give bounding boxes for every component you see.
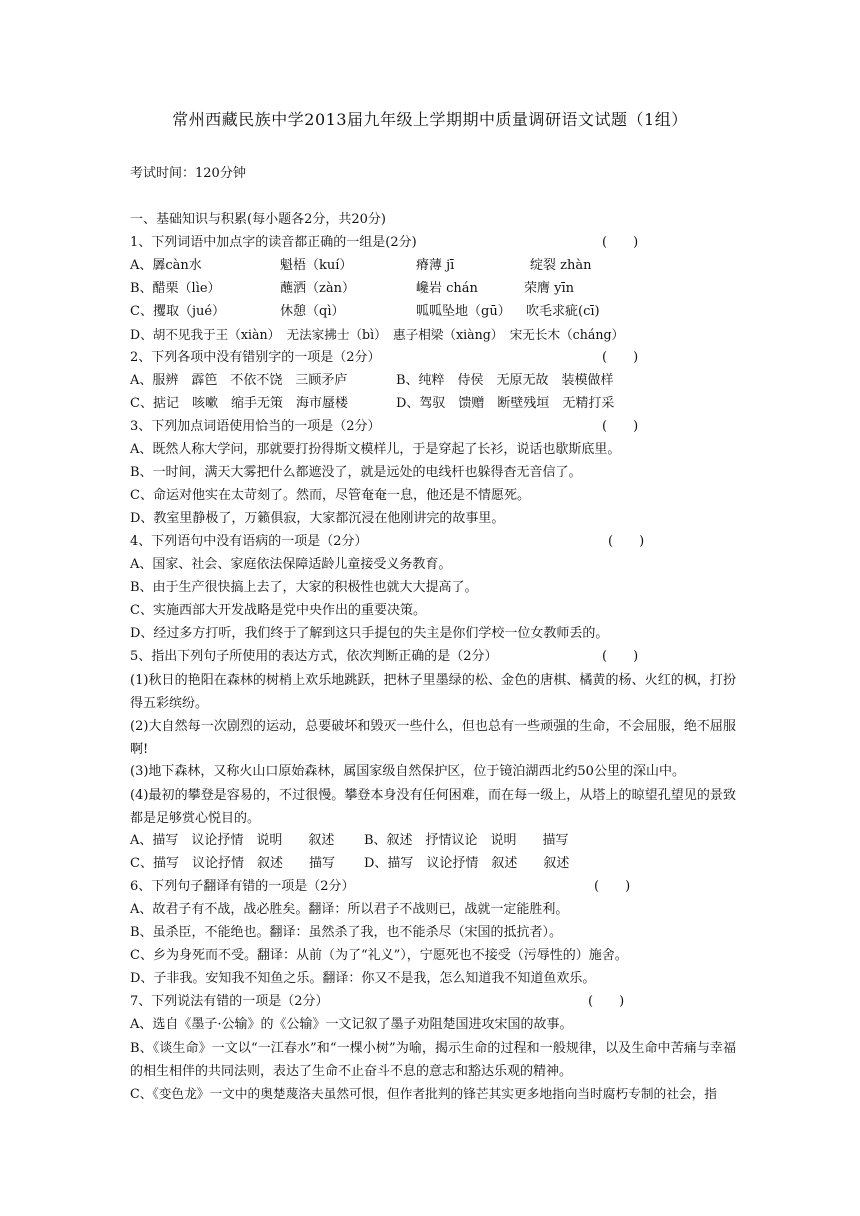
q4-option-b: B、由于生产很快搞上去了，大家的积极性也就大大提高了。: [130, 580, 478, 595]
question-2-stem: 2、下列各项中没有错别字的一项是（2分）: [130, 350, 381, 365]
q5-option-c: C、描写 议论抒情 叙述 描写: [130, 856, 335, 871]
q1-option-b-1: B、醋栗（lìe）: [130, 281, 221, 296]
answer-blank: ( ): [588, 994, 625, 1009]
answer-blank: ( ): [602, 350, 639, 365]
q5-option-d: D、描写 议论抒情 叙述 叙述: [364, 856, 570, 871]
question-3-stem: 3、下列加点词语使用恰当的一项是（2分）: [130, 419, 381, 434]
q1-option-b-2: 蘸洒（zàn）: [280, 281, 355, 296]
q4-option-c: C、实施西部大开发战略是党中央作出的重要决策。: [130, 603, 426, 618]
q1-option-c-2: 休憩（qì）: [280, 304, 345, 319]
q5-option-b: B、叙述 抒情议论 说明 描写: [364, 833, 569, 848]
q5-sentence-1: (1)秋日的艳阳在森林的树梢上欢乐地跳跃，把林子里墨绿的松、金色的唐棋、橘黄的杨、火红的枫，打扮得五彩缤纷。: [130, 673, 736, 711]
question-7-stem: 7、下列说法有错的一项是（2分）: [130, 994, 329, 1009]
q3-option-c: C、命运对他实在太苛刻了。然而，尽管奄奄一息，他还是不情愿死。: [130, 488, 530, 503]
q6-option-c: C、乡为身死而不受。翻译：从前（为了“礼义”），宁愿死也不接受（污辱性的）施舍。: [130, 948, 628, 963]
q6-option-d: D、子非我。安知我不知鱼之乐。翻译：你又不是我，怎么知道我不知道鱼欢乐。: [130, 971, 596, 986]
question-1-stem: 1、下列词语中加点字的读音都正确的一组是(2分): [130, 235, 417, 250]
q2-option-d: D、驾驭 馈赠 断壁残垣 无精打采: [396, 396, 615, 411]
q1-option-c-4: 吹毛求疵(cī): [526, 304, 600, 319]
q6-option-a: A、故君子有不战，战必胜矣。翻译：所以君子不战则已，战就一定能胜利。: [130, 902, 569, 917]
q3-option-d: D、教室里静极了，万籁俱寂，大家都沉浸在他刚讲完的故事里。: [130, 511, 505, 526]
q1-option-b-4: 荣膺 yīn: [524, 281, 575, 296]
answer-blank: ( ): [602, 649, 639, 664]
q5-sentence-2: (2)大自然每一次剧烈的运动，总要破坏和毁灭一些什么，但也总有一些顽强的生命，不会屈服，绝不屈服啊!: [130, 719, 736, 757]
question-6-stem: 6、下列句子翻译有错的一项是（2分）: [130, 879, 355, 894]
q2-option-b: B、纯粹 侍侯 无原无故 装模做样: [396, 373, 614, 388]
q1-option-a-2: 魁梧（kuí）: [280, 258, 353, 273]
q5-sentence-4: (4)最初的攀登是容易的，不过很慢。攀登本身没有任何困难，而在每一级上，从塔上的晾望孔望见的景致都是足够赏心悦目的。: [130, 788, 736, 826]
q3-option-a: A、既然人称大学问，那就要打扮得斯文模样儿，于是穿起了长衫，说话也歇斯底里。: [130, 442, 621, 457]
question-5-stem: 5、指出下列句子所使用的表达方式，依次判断正确的是（2分）: [130, 649, 498, 664]
q1-option-a-1: A、羼càn水: [130, 258, 202, 273]
q1-option-a-3: 瘠薄 jī: [416, 258, 455, 273]
q2-option-c: C、掂记 咳嗽 缩手无策 海市蜃楼: [130, 396, 348, 411]
exam-time: 考试时间：120分钟: [130, 166, 246, 181]
q6-option-b: B、虽杀臣，不能绝也。翻译：虽然杀了我，也不能杀尽（宋国的抵抗者）。: [130, 925, 563, 940]
q5-option-a: A、描写 议论抒情 说明 叙述: [130, 833, 335, 848]
q1-option-a-4: 绽裂 zhàn: [530, 258, 592, 273]
q1-option-c-1: C、攫取（jué）: [130, 304, 226, 319]
q7-option-a: A、选自《墨子·公输》的《公输》一文记叙了墨子劝阻楚国进攻宋国的故事。: [130, 1017, 573, 1032]
q1-option-d: D、胡不见我于王（xiàn） 无法家拂士（bì） 惠子相梁（xiàng） 宋无长木（cháng）: [130, 327, 625, 342]
q4-option-a: A、国家、社会、家庭依法保障适龄儿童接受义务教育。: [130, 557, 452, 572]
q7-option-b: B、《谈生命》一文以“一江春水”和“一棵小树”为喻，揭示生命的过程和一般规律，以及生命中苦痛与幸福的相生相伴的共同法则，表达了生命不止奋斗不息的意志和豁达乐观的精神。: [130, 1041, 736, 1079]
question-4-stem: 4、下列语句中没有语病的一项是（2分）: [130, 534, 368, 549]
section-heading: 一、基础知识与积累(每小题各2分，共20分): [130, 212, 386, 227]
answer-blank: ( ): [602, 235, 639, 250]
q4-option-d: D、经过多方打听，我们终于了解到这只手提包的失主是你们学校一位女教师丢的。: [130, 626, 609, 641]
q3-option-b: B、一时间，满天大雾把什么都遮没了，就是远处的电线杆也躲得杳无音信了。: [130, 465, 582, 480]
q1-option-c-3: 呱呱坠地（gū）: [416, 304, 511, 319]
page-title: 常州西藏民族中学2013届九年级上学期期中质量调研语文试题（1组）: [172, 110, 688, 129]
q7-option-c: C、《变色龙》一文中的奥楚蔑洛夫虽然可恨，但作者批判的锋芒其实更多地指向当时腐朽专制的社会，指: [130, 1086, 717, 1101]
answer-blank: ( ): [602, 419, 639, 434]
q1-option-b-3: 巉岩 chán: [416, 281, 478, 296]
q2-option-a: A、服辨 霹笆 不依不饶 三顾矛庐: [130, 373, 348, 388]
q5-sentence-3: (3)地下森林，又称火山口原始森林，属国家级自然保护区，位于镜泊湖西北约50公里的深山中。: [130, 764, 685, 779]
answer-blank: ( ): [594, 879, 631, 894]
answer-blank: ( ): [608, 534, 645, 549]
